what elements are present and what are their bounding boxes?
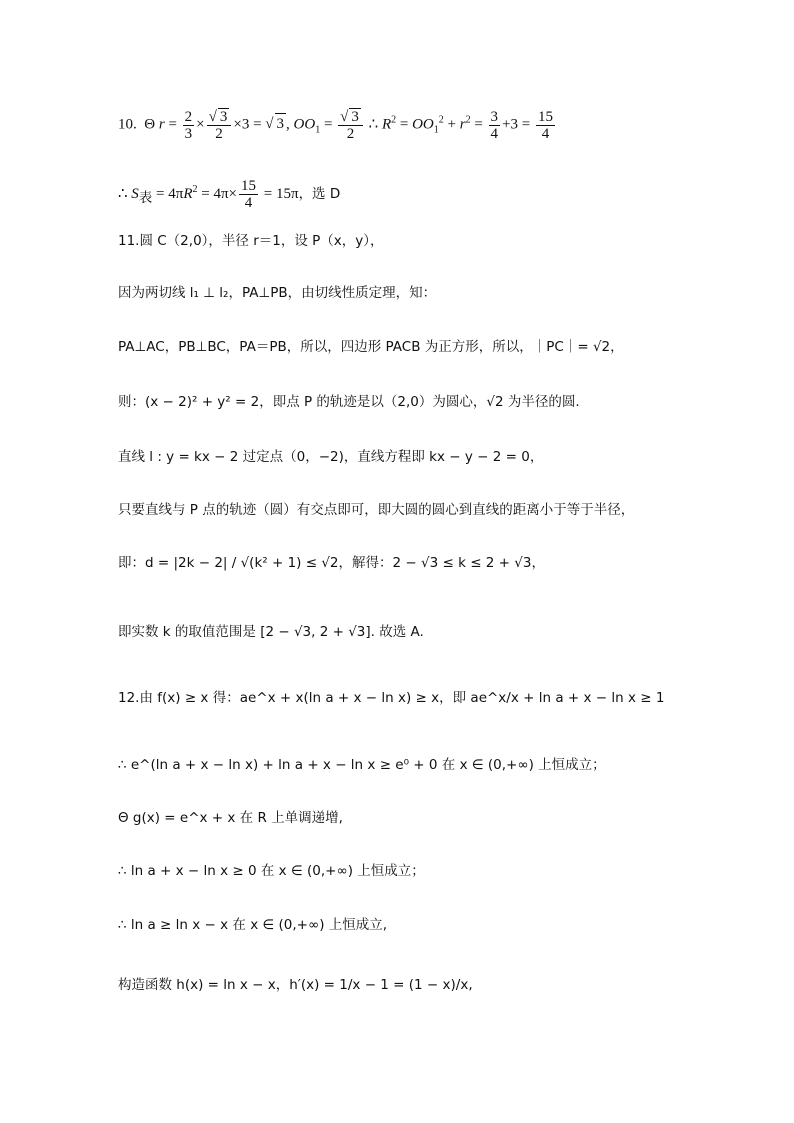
solution-12-line-2: ∴ e^(ln a + x − ln x) + ln a + x − ln x ≥ e⁰ + 0 在 x ∈ (0,+∞) 上恒成立； <box>118 757 606 773</box>
solution-12-line-1: 12.由 f(x) ≥ x 得：ae^x + x(ln a + x − ln x) ≥ x，即 ae^x/x + ln a + x − ln x ≥ 1 <box>118 690 665 706</box>
solution-12-line-3: Θ g(x) = e^x + x 在 R 上单调递增, <box>118 810 343 826</box>
solution-10-line-1: 10. Θ r = $\frac{2}{3}$ × √ $\frac{3}{2}$ ×3 = √ 3 , $OO_1$ = √ $\frac{3}{2}$ ∴ $R^2 = OO_1^2 + r^2$ = $\frac{3}{4}$ +3 = $\frac{15}{4}$ <box>118 108 557 142</box>
solution-11-line-5: 直线 l : y = kx − 2 过定点（0，−2)，直线方程即 kx − y − 2 = 0， <box>118 449 544 465</box>
solution-10-line-2: ∴ $S_表 = 4\pi R^2 = 4\pi\times$ $\frac{15}{4}$ = 15π，选 D <box>118 178 341 211</box>
solution-12-line-5: ∴ ln a ≥ ln x − x 在 x ∈ (0,+∞) 上恒成立, <box>118 917 388 933</box>
solution-11-line-4: 则：(x − 2)² + y² = 2，即点 P 的轨迹是以（2,0）为圆心，√2 为半径的圆. <box>118 394 580 410</box>
solution-11-line-3: PA⊥AC，PB⊥BC，PA＝PB，所以，四边形 PACB 为正方形，所以，｜PC｜= √2， <box>118 339 624 355</box>
solution-11-line-1: 11.圆 C（2,0），半径 r＝1，设 P（x，y）， <box>118 233 384 249</box>
solution-12-line-6: 构造函数 h(x) = ln x − x，h′(x) = 1/x − 1 = (1 − x)/x, <box>118 977 473 993</box>
solution-11-line-8: 即实数 k 的取值范围是 [2 − √3, 2 + √3]. 故选 A. <box>118 624 424 640</box>
solution-11-line-7: 即：d = |2k − 2| / √(k² + 1) ≤ √2，解得：2 − √3 ≤ k ≤ 2 + √3， <box>118 555 545 571</box>
solution-11-line-2: 因为两切线 l₁ ⊥ l₂，PA⊥PB，由切线性质定理，知： <box>118 285 437 301</box>
solution-11-line-6: 只要直线与 P 点的轨迹（圆）有交点即可，即大圆的圆心到直线的距离小于等于半径， <box>118 502 635 518</box>
solution-12-line-4: ∴ ln a + x − ln x ≥ 0 在 x ∈ (0,+∞) 上恒成立； <box>118 863 425 879</box>
